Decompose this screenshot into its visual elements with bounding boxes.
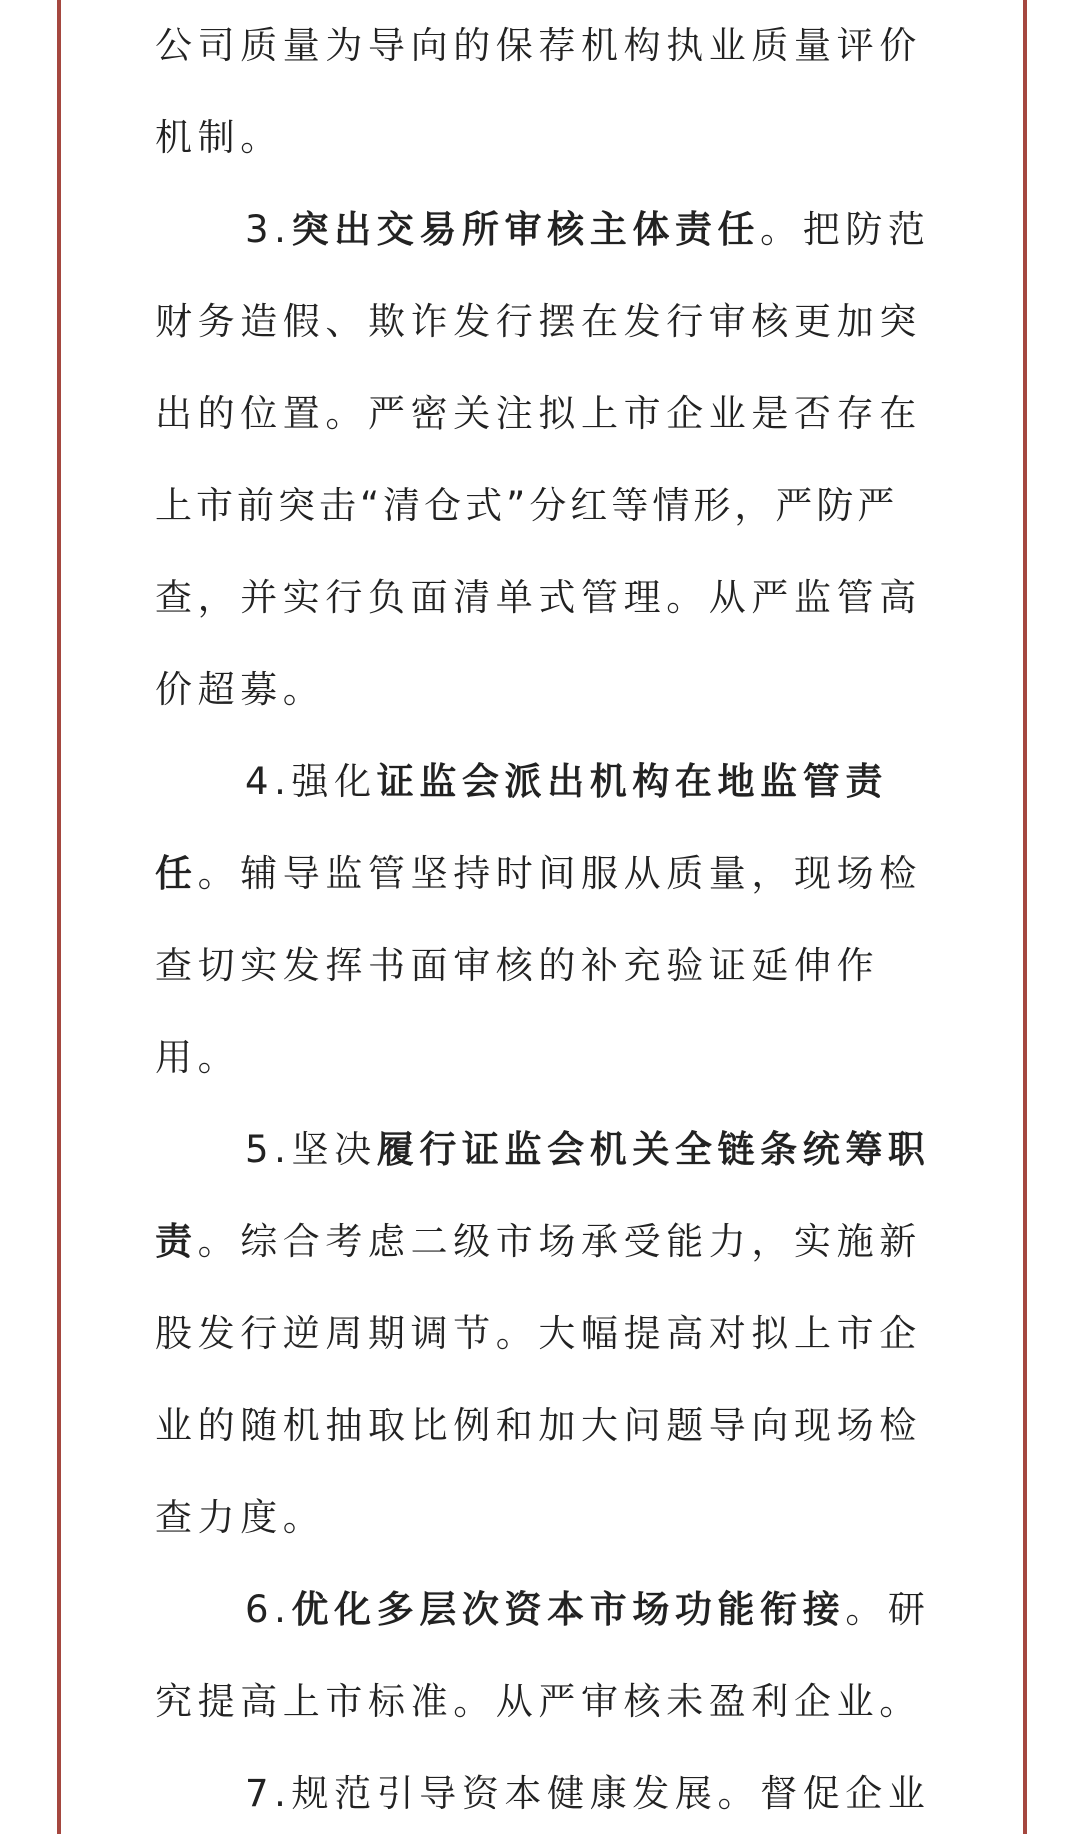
text-line [155,1196,930,1288]
item-number: 6. [245,1588,292,1631]
paragraph-7-first-line: 7.规范引导资本健康发展。督促企业 [245,1772,931,1815]
text-line: 业的随机抽取比例和加大问题导向现场检 [155,1404,922,1447]
text-line: 股发行逆周期调节。大幅提高对拟上市企 [155,1312,922,1355]
text-line: 财务造假、欺诈发行摆在发行审核更加突 [155,300,922,343]
text-span: 。综合考虑二级市场承受能力，实施新 [197,1220,922,1263]
text-line: 上市前突击“清仓式”分红等情形，严防严 [155,484,899,527]
bold-heading: 突出交易所审核主体责任 [291,208,761,251]
text-line [155,828,930,920]
paragraph-3-first-line [155,184,930,276]
paragraph-5-first-line [155,1104,930,1196]
article-body [155,0,930,1834]
text-line: 查切实发挥书面审核的补充验证延伸作 [155,944,880,987]
bold-heading: 任 [155,852,198,895]
text-line: 究提高上市标准。从严审核未盈利企业。 [155,1680,922,1723]
item-number: 5. [245,1128,292,1171]
text-line: 公司质量为导向的保荐机构执业质量评价 [155,24,922,67]
bold-heading: 履行证监会机关全链条统筹职 [376,1128,931,1171]
bold-heading: 证监会派出机构在地监管责 [376,760,888,803]
text-span: 。研 [845,1588,931,1631]
bold-heading: 责 [155,1220,198,1263]
paragraph-4-first-line [155,736,930,828]
text-line: 机制。 [155,116,283,159]
text-span: 强化 [291,760,377,803]
text-line: 查，并实行负面清单式管理。从严监管高 [155,576,922,619]
text-span: 。把防范 [760,208,931,251]
bold-heading: 优化多层次资本市场功能衔接 [291,1588,846,1631]
text-span: 。辅导监管坚持时间服从质量，现场检 [197,852,922,895]
text-span: 坚决 [291,1128,377,1171]
item-number: 3. [245,208,292,251]
text-line: 用。 [155,1036,241,1079]
text-line: 价超募。 [155,668,326,711]
text-line: 查力度。 [155,1496,326,1539]
text-line: 出的位置。严密关注拟上市企业是否存在 [155,392,922,435]
item-number: 4. [245,760,292,803]
paragraph-6-first-line [155,1564,930,1656]
